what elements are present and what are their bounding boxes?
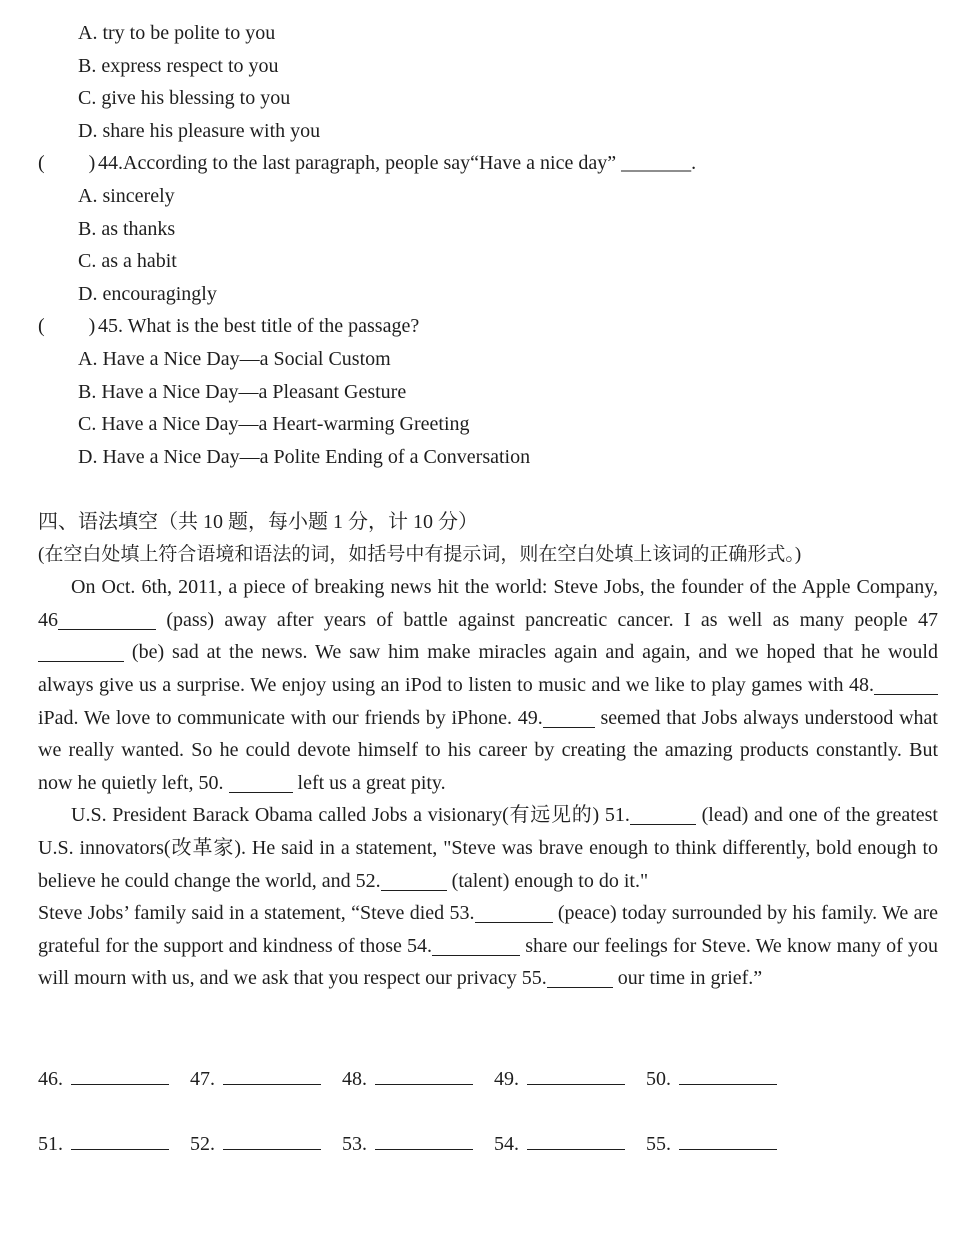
- question-44: [38, 147, 938, 180]
- q45-option-a: A. Have a Nice Day—a Social Custom: [78, 347, 391, 370]
- p3-text-3: share our feelings for Steve. We know many of you will mourn with us, and we ask that you respect our privacy 55.: [38, 934, 939, 990]
- passage-paragraph-1: [38, 571, 938, 799]
- p1-text-2: (pass) away after years of battle against pancreatic cancer. I as well as many people 47: [156, 608, 938, 631]
- answer-slot-47[interactable]: [190, 1063, 342, 1096]
- p2-text-1: U.S. President Barack Obama called Jobs a visionary(有远见的) 51.: [71, 804, 630, 827]
- blank-52[interactable]: [381, 868, 447, 891]
- passage-paragraph-2: [38, 799, 938, 897]
- section-instruction: (在空白处填上符合语境和语法的词，如括号中有提示词，则在空白处填上该词的正确形式。): [38, 543, 802, 565]
- blank-54[interactable]: [432, 933, 520, 956]
- q44-option-b: B. as thanks: [78, 217, 176, 240]
- blank-50[interactable]: [229, 770, 293, 793]
- answer-label: 55.: [646, 1133, 671, 1155]
- q45-option-b: B. Have a Nice Day—a Pleasant Gesture: [78, 380, 407, 403]
- q44-option-d: D. encouragingly: [78, 282, 217, 305]
- answer-label: 49.: [494, 1068, 519, 1090]
- q44-answer-bracket[interactable]: ( ): [38, 152, 96, 175]
- blank-47[interactable]: [38, 639, 124, 662]
- answer-label: 54.: [494, 1133, 519, 1155]
- answer-line[interactable]: [375, 1064, 473, 1085]
- p3-text-2: (peace) today surrounded by his family. We are grateful for the support and kindness of those 54.: [38, 902, 938, 957]
- question-45: [38, 310, 938, 343]
- q44-option-c: C. as a habit: [78, 250, 177, 273]
- answer-row-1: [38, 1063, 798, 1096]
- blank-55[interactable]: [547, 965, 613, 988]
- q44-stem: 44.According to the last paragraph, people say“Have a nice day” _______.: [98, 152, 697, 175]
- p3-text-4: our time in grief.”: [612, 967, 763, 990]
- answer-line[interactable]: [679, 1129, 777, 1150]
- q45-answer-bracket[interactable]: ( ): [38, 315, 96, 338]
- blank-51[interactable]: [630, 802, 696, 825]
- answer-line[interactable]: [71, 1129, 169, 1150]
- blank-53[interactable]: [475, 900, 553, 923]
- p1-text-3: (be) sad at the news. We saw him make miracles again and again, and we hoped that he would always give us a surprise. We enjoy using an iPod to listen to music and we like to play games with 48.: [38, 641, 938, 696]
- q43-option-a: A. try to be polite to you: [78, 22, 276, 44]
- q43-option-b: B. express respect to you: [78, 54, 279, 77]
- answer-line[interactable]: [527, 1129, 625, 1150]
- q45-option-d: D. Have a Nice Day—a Polite Ending of a Conversation: [78, 445, 531, 468]
- section-title: 四、语法填空（共 10 题，每小题 1 分，计 10 分）: [38, 511, 478, 533]
- answer-line[interactable]: [527, 1064, 625, 1085]
- answer-label: 53.: [342, 1133, 367, 1155]
- p1-text-5: seemed that Jobs always understood what we really wanted. So he could devote himself to his career by creating the amazing products constantly. But now he quietly left, 50.: [38, 706, 938, 794]
- blank-48[interactable]: [874, 672, 938, 695]
- answer-label: 46.: [38, 1068, 63, 1090]
- q43-option-d: D. share his pleasure with you: [78, 119, 321, 142]
- blank-46[interactable]: [58, 607, 156, 630]
- answer-slot-52[interactable]: [190, 1128, 342, 1161]
- answer-slot-55[interactable]: [646, 1128, 798, 1161]
- q43-option-c: C. give his blessing to you: [78, 87, 291, 110]
- answer-slot-49[interactable]: [494, 1063, 646, 1096]
- answer-slot-50[interactable]: [646, 1063, 798, 1096]
- blank-49[interactable]: [543, 705, 595, 728]
- p1-text-4: iPad. We love to communicate with our friends by iPhone. 49.: [38, 706, 543, 729]
- answer-label: 52.: [190, 1133, 215, 1155]
- passage-paragraph-3: [38, 897, 938, 995]
- p1-text-6: left us a great pity.: [292, 771, 446, 794]
- answer-label: 51.: [38, 1133, 63, 1155]
- q43-options: [38, 17, 938, 473]
- answer-label: 47.: [190, 1068, 215, 1090]
- answer-slot-48[interactable]: [342, 1063, 494, 1096]
- answer-line[interactable]: [223, 1129, 321, 1150]
- answer-line[interactable]: [679, 1064, 777, 1085]
- answer-slot-53[interactable]: [342, 1128, 494, 1161]
- answer-label: 48.: [342, 1068, 367, 1090]
- answer-line[interactable]: [223, 1064, 321, 1085]
- answer-line[interactable]: [71, 1064, 169, 1085]
- q45-option-c: C. Have a Nice Day—a Heart-warming Greeting: [78, 413, 470, 436]
- p2-text-3: (talent) enough to do it.": [446, 869, 649, 892]
- q45-stem: 45. What is the best title of the passage?: [98, 315, 420, 338]
- section-grammar-fill: [38, 506, 938, 995]
- p3-text-1: Steve Jobs’ family said in a statement, “Steve died 53.: [38, 902, 475, 925]
- p2-text-2: (lead) and one of the greatest U.S. innovators(改革家). He said in a statement, "Steve was brave enough to think differently, bold enough to believe he could change the world, and 52.: [38, 804, 938, 892]
- answer-line[interactable]: [375, 1129, 473, 1150]
- answer-slot-46[interactable]: [38, 1063, 190, 1096]
- answer-slot-51[interactable]: [38, 1128, 190, 1161]
- answer-row-2: [38, 1128, 798, 1161]
- p1-text-1: On Oct. 6th, 2011, a piece of breaking news hit the world: Steve Jobs, the founder of the Apple Company, 46: [38, 576, 938, 631]
- q44-option-a: A. sincerely: [78, 184, 175, 207]
- answer-slot-54[interactable]: [494, 1128, 646, 1161]
- answer-label: 50.: [646, 1068, 671, 1090]
